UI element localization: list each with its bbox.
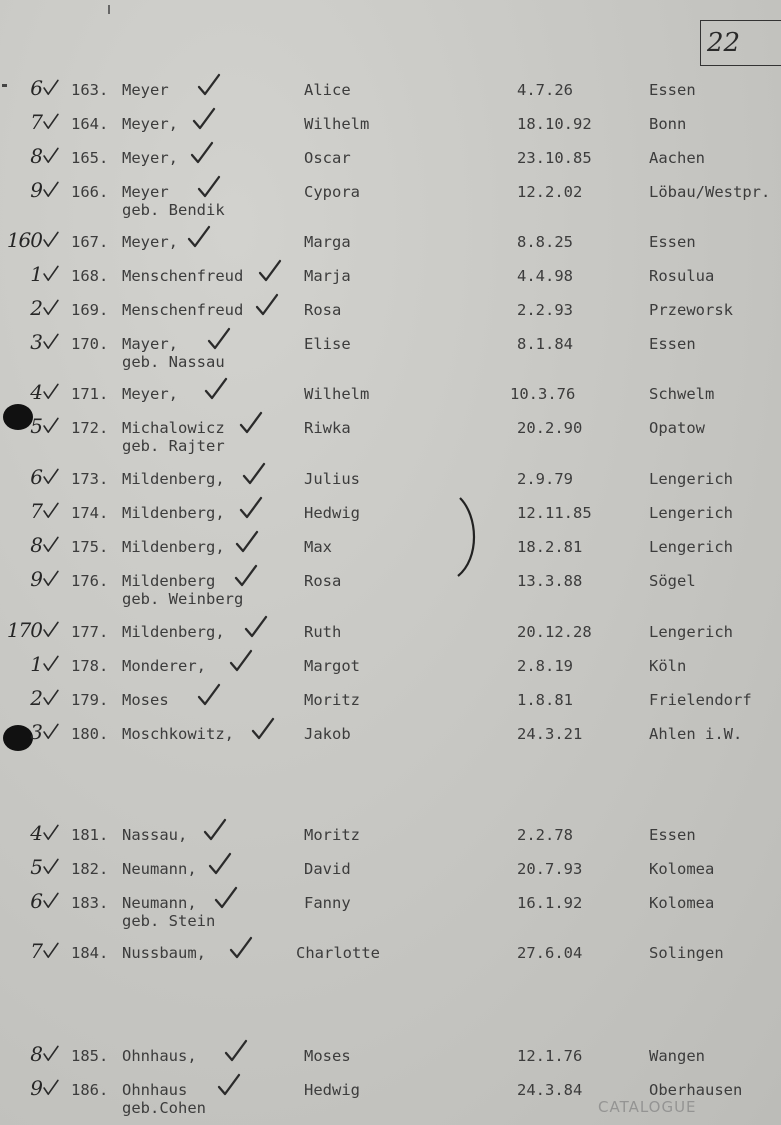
surname: Nussbaum, xyxy=(122,944,206,962)
birth-place: Kolomea xyxy=(649,860,715,878)
birth-place: Essen xyxy=(649,233,696,251)
surname: Menschenfreud xyxy=(122,301,244,319)
birth-place: Essen xyxy=(649,826,696,844)
handwritten-count: 7 xyxy=(0,499,60,523)
birth-date: 12.2.02 xyxy=(517,183,583,201)
birth-place: Lengerich xyxy=(649,470,733,488)
first-name: Rosa xyxy=(304,301,342,319)
surname: Neumann, xyxy=(122,860,197,878)
surname: Monderer, xyxy=(122,657,206,675)
first-name: Alice xyxy=(304,81,351,99)
birth-place: Schwelm xyxy=(649,385,715,403)
entry-number: 186. xyxy=(71,1081,109,1099)
first-name: Wilhelm xyxy=(304,115,370,133)
maiden-name: geb.Cohen xyxy=(122,1099,206,1117)
entry-number: 177. xyxy=(71,623,109,641)
entry-number: 180. xyxy=(71,725,109,743)
entry-number: 178. xyxy=(71,657,109,675)
first-name: Moritz xyxy=(304,826,360,844)
check-mark-icon xyxy=(238,496,264,520)
check-mark-icon xyxy=(228,649,254,673)
birth-date: 20.12.28 xyxy=(517,623,592,641)
surname: Meyer xyxy=(122,81,169,99)
handwritten-count: 3 xyxy=(0,330,60,354)
birth-place: Lengerich xyxy=(649,538,733,556)
surname: Nassau, xyxy=(122,826,188,844)
maiden-name: geb. Bendik xyxy=(122,201,225,219)
first-name: Jakob xyxy=(304,725,351,743)
entry-number: 184. xyxy=(71,944,109,962)
birth-date: 12.11.85 xyxy=(517,504,592,522)
surname: Ohnhaus, xyxy=(122,1047,197,1065)
birth-date: 24.3.84 xyxy=(517,1081,583,1099)
ink-mark xyxy=(106,0,112,10)
handwritten-count: 5 xyxy=(0,855,60,879)
first-name: Riwka xyxy=(304,419,351,437)
handwritten-count: 9 xyxy=(0,178,60,202)
handwritten-count: 7 xyxy=(0,939,60,963)
check-mark-icon xyxy=(207,852,233,876)
birth-place: Opatow xyxy=(649,419,705,437)
handwritten-count: 7 xyxy=(0,110,60,134)
birth-date: 20.2.90 xyxy=(517,419,583,437)
first-name: Elise xyxy=(304,335,351,353)
entry-number: 169. xyxy=(71,301,109,319)
check-mark-icon xyxy=(186,225,212,249)
surname: Moschkowitz, xyxy=(122,725,234,743)
birth-date: 27.6.04 xyxy=(517,944,583,962)
first-name: Moritz xyxy=(304,691,360,709)
register-entry xyxy=(0,567,781,612)
birth-date: 16.1.92 xyxy=(517,894,583,912)
birth-place: Lengerich xyxy=(649,623,733,641)
entry-number: 179. xyxy=(71,691,109,709)
first-name: Ruth xyxy=(304,623,342,641)
page-number-box: 22 xyxy=(700,20,781,66)
first-name: Cypora xyxy=(304,183,360,201)
handwritten-count: 170 xyxy=(0,618,60,642)
check-mark-icon xyxy=(203,377,229,401)
first-name: Marja xyxy=(304,267,351,285)
handwritten-count: 4 xyxy=(0,821,60,845)
birth-date: 18.10.92 xyxy=(517,115,592,133)
entry-number: 171. xyxy=(71,385,109,403)
handwritten-count: 2 xyxy=(0,686,60,710)
birth-place: Essen xyxy=(649,81,696,99)
birth-place: Essen xyxy=(649,335,696,353)
check-mark-icon xyxy=(196,683,222,707)
check-mark-icon xyxy=(238,411,264,435)
birth-date: 12.1.76 xyxy=(517,1047,583,1065)
birth-place: Lengerich xyxy=(649,504,733,522)
check-mark-icon xyxy=(216,1073,242,1097)
handwritten-count: 6 xyxy=(0,465,60,489)
check-mark-icon xyxy=(233,564,259,588)
first-name: Oscar xyxy=(304,149,351,167)
entry-number: 176. xyxy=(71,572,109,590)
first-name: Fanny xyxy=(304,894,351,912)
birth-date: 2.2.78 xyxy=(517,826,573,844)
birth-place: Rosulua xyxy=(649,267,715,285)
surname: Mildenberg, xyxy=(122,623,225,641)
check-mark-icon xyxy=(254,293,280,317)
surname: Mildenberg, xyxy=(122,470,225,488)
surname: Moses xyxy=(122,691,169,709)
entry-number: 163. xyxy=(71,81,109,99)
register-entry xyxy=(0,178,781,223)
handwritten-count: 5 xyxy=(0,414,60,438)
entry-number: 168. xyxy=(71,267,109,285)
birth-place: Przeworsk xyxy=(649,301,733,319)
first-name: Margot xyxy=(304,657,360,675)
entry-number: 175. xyxy=(71,538,109,556)
check-mark-icon xyxy=(223,1039,249,1063)
handwritten-count: 1 xyxy=(0,262,60,286)
birth-date: 13.3.88 xyxy=(517,572,583,590)
check-mark-icon xyxy=(257,259,283,283)
birth-date: 2.9.79 xyxy=(517,470,573,488)
handwritten-count: 4 xyxy=(0,380,60,404)
handwritten-count: 160 xyxy=(0,228,60,252)
surname: Mayer, xyxy=(122,335,178,353)
entry-number: 170. xyxy=(71,335,109,353)
birth-date: 8.8.25 xyxy=(517,233,573,251)
check-mark-icon xyxy=(189,141,215,165)
birth-date: 2.8.19 xyxy=(517,657,573,675)
register-entry xyxy=(0,720,781,765)
entry-number: 165. xyxy=(71,149,109,167)
catalogue-stamp: CATALOGUE xyxy=(598,1098,697,1116)
handwritten-count: 9 xyxy=(0,567,60,591)
birth-date: 4.4.98 xyxy=(517,267,573,285)
birth-date: 23.10.85 xyxy=(517,149,592,167)
birth-date: 1.8.81 xyxy=(517,691,573,709)
birth-place: Köln xyxy=(649,657,687,675)
surname: Mildenberg, xyxy=(122,538,225,556)
handwritten-count: 9 xyxy=(0,1076,60,1100)
surname: Meyer, xyxy=(122,385,178,403)
first-name: Max xyxy=(304,538,332,556)
handwritten-count: 8 xyxy=(0,144,60,168)
check-mark-icon xyxy=(196,175,222,199)
birth-place: Solingen xyxy=(649,944,724,962)
register-entry xyxy=(0,939,781,984)
check-mark-icon xyxy=(228,936,254,960)
handwritten-count: 8 xyxy=(0,1042,60,1066)
entry-number: 164. xyxy=(71,115,109,133)
register-entry xyxy=(0,889,781,934)
handwritten-count: 6 xyxy=(0,76,60,100)
birth-place: Sögel xyxy=(649,572,696,590)
entry-number: 185. xyxy=(71,1047,109,1065)
birth-date: 20.7.93 xyxy=(517,860,583,878)
handwritten-count: 8 xyxy=(0,533,60,557)
birth-place: Löbau/Westpr. xyxy=(649,183,771,201)
surname: Mildenberg, xyxy=(122,504,225,522)
surname: Meyer, xyxy=(122,233,178,251)
birth-place: Aachen xyxy=(649,149,705,167)
first-name: Moses xyxy=(304,1047,351,1065)
birth-place: Ahlen i.W. xyxy=(649,725,743,743)
handwritten-count: 6 xyxy=(0,889,60,913)
handwritten-count: 1 xyxy=(0,652,60,676)
register-entry xyxy=(0,330,781,375)
birth-date: 8.1.84 xyxy=(517,335,573,353)
first-name: Hedwig xyxy=(304,504,360,522)
surname: Menschenfreud xyxy=(122,267,244,285)
surname: Michalowicz xyxy=(122,419,225,437)
entry-number: 166. xyxy=(71,183,109,201)
birth-place: Frielendorf xyxy=(649,691,752,709)
check-mark-icon xyxy=(241,462,267,486)
first-name: Julius xyxy=(304,470,360,488)
entry-number: 174. xyxy=(71,504,109,522)
surname: Neumann, xyxy=(122,894,197,912)
check-mark-icon xyxy=(234,530,260,554)
entry-number: 181. xyxy=(71,826,109,844)
birth-place: Kolomea xyxy=(649,894,715,912)
check-mark-icon xyxy=(213,886,239,910)
check-mark-icon xyxy=(206,327,232,351)
first-name: David xyxy=(304,860,351,878)
first-name: Hedwig xyxy=(304,1081,360,1099)
birth-date: 2.2.93 xyxy=(517,301,573,319)
entry-number: 182. xyxy=(71,860,109,878)
entry-number: 173. xyxy=(71,470,109,488)
maiden-name: geb. Weinberg xyxy=(122,590,244,608)
entry-number: 167. xyxy=(71,233,109,251)
check-mark-icon xyxy=(202,818,228,842)
maiden-name: geb. Stein xyxy=(122,912,216,930)
maiden-name: geb. Rajter xyxy=(122,437,225,455)
check-mark-icon xyxy=(250,717,276,741)
handwritten-count: 3 xyxy=(0,720,60,744)
surname: Meyer, xyxy=(122,115,178,133)
birth-date: 10.3.76 xyxy=(510,385,576,403)
surname: Mildenberg xyxy=(122,572,216,590)
first-name: Marga xyxy=(304,233,351,251)
check-mark-icon xyxy=(191,107,217,131)
first-name: Rosa xyxy=(304,572,342,590)
surname: Ohnhaus xyxy=(122,1081,188,1099)
birth-date: 4.7.26 xyxy=(517,81,573,99)
surname: Meyer xyxy=(122,183,169,201)
birth-date: 24.3.21 xyxy=(517,725,583,743)
birth-place: Wangen xyxy=(649,1047,705,1065)
birth-place: Bonn xyxy=(649,115,687,133)
birth-date: 18.2.81 xyxy=(517,538,583,556)
check-mark-icon xyxy=(243,615,269,639)
check-mark-icon xyxy=(196,73,222,97)
first-name: Wilhelm xyxy=(304,385,370,403)
entry-number: 172. xyxy=(71,419,109,437)
maiden-name: geb. Nassau xyxy=(122,353,225,371)
register-entry xyxy=(0,414,781,459)
first-name: Charlotte xyxy=(296,944,380,962)
handwritten-count: 2 xyxy=(0,296,60,320)
birth-place: Oberhausen xyxy=(649,1081,743,1099)
surname: Meyer, xyxy=(122,149,178,167)
entry-number: 183. xyxy=(71,894,109,912)
